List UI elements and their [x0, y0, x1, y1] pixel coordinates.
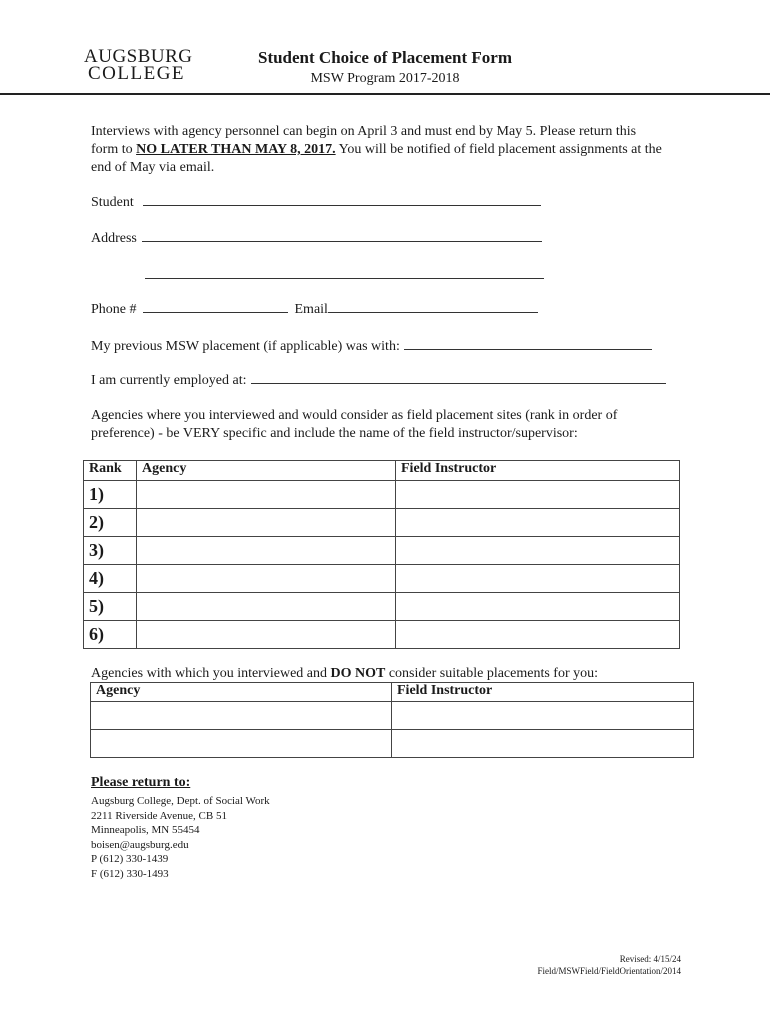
not-suitable-prompt: [91, 665, 691, 683]
employed-row: [91, 371, 691, 390]
revised-date: Revised: 4/15/24: [619, 954, 681, 964]
not-suitable-text-2: consider suitable placements for you:: [385, 666, 599, 681]
header-rule: [0, 93, 770, 95]
field-instructor-cell[interactable]: [396, 593, 680, 621]
not-suitable-header: [91, 683, 694, 702]
rank-number: 2): [84, 509, 137, 537]
rank-table-header: [84, 461, 680, 481]
logo-line-1: AUGSBURG: [84, 46, 193, 67]
table-row: [84, 481, 680, 509]
agency-cell[interactable]: [137, 509, 396, 537]
field-instructor-header: Field Instructor: [396, 461, 680, 481]
email-field[interactable]: [328, 300, 538, 313]
return-address: [91, 794, 270, 881]
employed-field[interactable]: [251, 371, 666, 384]
college-logo: [84, 47, 196, 83]
table-row: [91, 702, 694, 730]
agency-cell[interactable]: [91, 730, 392, 758]
address-field-2[interactable]: [145, 266, 544, 279]
employed-label: I am currently employed at:: [91, 373, 247, 388]
form-title: Student Choice of Placement Form: [257, 48, 512, 67]
previous-placement-field[interactable]: [404, 337, 652, 350]
email-label: Email: [294, 302, 328, 317]
not-suitable-table: [90, 682, 694, 758]
rank-number: 4): [84, 565, 137, 593]
field-instructor-cell[interactable]: [396, 537, 680, 565]
agency-cell[interactable]: [91, 702, 392, 730]
return-phone: P (612) 330-1439: [91, 853, 169, 865]
phone-label: Phone #: [91, 302, 137, 317]
rank-number: 6): [84, 621, 137, 649]
rank-number: 1): [84, 481, 137, 509]
student-field[interactable]: [143, 193, 541, 206]
table-row: [84, 593, 680, 621]
revision-note: [538, 953, 682, 977]
table-row: [91, 730, 694, 758]
rank-number: 5): [84, 593, 137, 621]
previous-placement-label: My previous MSW placement (if applicable) was with:: [91, 339, 400, 354]
not-suitable-text-1: Agencies with which you interviewed and: [91, 666, 331, 681]
rank-number: 3): [84, 537, 137, 565]
student-row: [91, 193, 691, 212]
field-instructor-cell[interactable]: [396, 565, 680, 593]
intro-text-1: Interviews with agency personnel can begin on April 3 and must end by May 5. Please return this form to: [91, 124, 637, 157]
table-row: [84, 509, 680, 537]
return-email: boisen@augsburg.edu: [91, 838, 189, 851]
rank-table: [83, 460, 680, 649]
field-instructor-cell[interactable]: [396, 481, 680, 509]
table-row: [84, 565, 680, 593]
return-line: 2211 Riverside Avenue, CB 51: [91, 809, 227, 822]
logo-line-2: COLLEGE: [88, 63, 186, 84]
intro-text-2: You will be notified of field placement assignments at the end of May via email.: [91, 142, 662, 175]
agency-cell[interactable]: [137, 621, 396, 649]
phone-email-row: [91, 300, 691, 319]
deadline-text: NO LATER THAN MAY 8, 2017.: [136, 142, 336, 157]
address-label: Address: [91, 231, 137, 246]
table-row: [84, 621, 680, 649]
agencies-prompt: Agencies where you interviewed and would consider as field placement sites (rank in order of preference) - be VERY specific and include the name of the field instructor/supervisor:: [91, 408, 618, 441]
field-instructor-cell[interactable]: [396, 509, 680, 537]
not-suitable-emphasis: DO NOT: [330, 666, 386, 681]
agency-header: Agency: [91, 683, 392, 702]
form-header: [200, 48, 570, 89]
address-row: [91, 229, 691, 248]
form-subtitle: MSW Program 2017-2018: [310, 71, 460, 86]
field-instructor-cell[interactable]: [396, 621, 680, 649]
phone-field[interactable]: [143, 300, 288, 313]
agency-header: Agency: [137, 461, 396, 481]
field-instructor-cell[interactable]: [392, 730, 694, 758]
intro-paragraph: [91, 123, 666, 177]
field-instructor-header: Field Instructor: [392, 683, 694, 702]
rank-header: Rank: [84, 461, 137, 481]
student-label: Student: [91, 195, 134, 210]
return-line: Minneapolis, MN 55454: [91, 824, 200, 836]
agency-cell[interactable]: [137, 481, 396, 509]
file-path: Field/MSWField/FieldOrientation/2014: [537, 966, 681, 976]
agency-cell[interactable]: [137, 537, 396, 565]
agency-cell[interactable]: [137, 593, 396, 621]
field-instructor-cell[interactable]: [392, 702, 694, 730]
agency-cell[interactable]: [137, 565, 396, 593]
return-heading: Please return to:: [91, 775, 191, 790]
table-row: [84, 537, 680, 565]
previous-placement-row: [91, 337, 691, 356]
return-fax: F (612) 330-1493: [91, 867, 169, 880]
address-field-1[interactable]: [142, 229, 542, 242]
return-line: Augsburg College, Dept. of Social Work: [91, 795, 270, 807]
